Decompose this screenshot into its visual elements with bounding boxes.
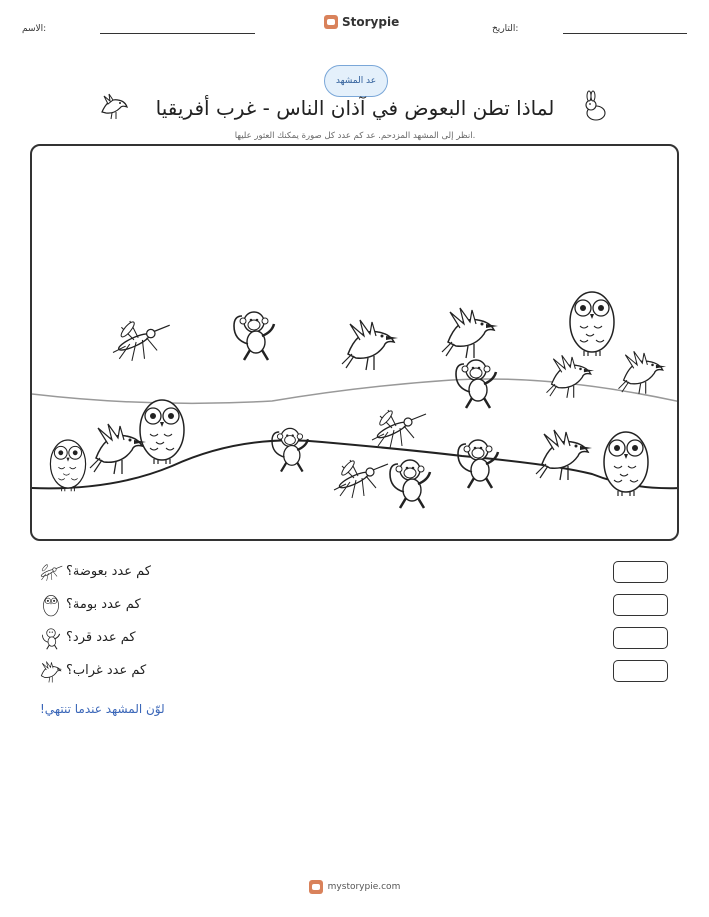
- worksheet-title: لماذا تطن البعوض في آذان الناس - غرب أفريقيا: [155, 96, 555, 120]
- answer-box-monkey[interactable]: [613, 627, 668, 649]
- brand-logo: [324, 15, 399, 29]
- monkey-2: [456, 360, 496, 408]
- scene-illustration: [32, 146, 679, 541]
- mosquito-2: [372, 409, 426, 448]
- date-line[interactable]: [563, 33, 687, 34]
- question-text: كم عدد قرد؟: [66, 630, 136, 645]
- crow-4: [619, 351, 667, 394]
- crow-3: [547, 355, 595, 398]
- owl-icon: [38, 594, 64, 618]
- instructions: انظر إلى المشهد المزدحم. عد كم عدد كل صورة يمكنك العثور عليها.: [234, 131, 476, 141]
- name-line[interactable]: [100, 33, 255, 34]
- mosquito-1: [113, 320, 170, 361]
- owl-1: [570, 292, 614, 356]
- answer-box-mosquito[interactable]: [613, 561, 668, 583]
- crow-2: [442, 308, 498, 358]
- question-owl: [38, 594, 678, 620]
- brand-name: Storypie: [342, 15, 400, 29]
- monkey-5: [458, 440, 498, 488]
- monkey-3: [272, 428, 308, 471]
- storypie-logo-icon: [324, 15, 338, 29]
- crow-5: [90, 424, 146, 474]
- question-mosquito: [38, 561, 678, 587]
- footer-site[interactable]: mystorypie.com: [327, 882, 401, 892]
- answer-box-crow[interactable]: [613, 660, 668, 682]
- date-label: التاريخ:: [492, 24, 519, 34]
- footer: [0, 880, 709, 894]
- storypie-footer-icon: [309, 880, 323, 894]
- question-text: كم عدد بعوضة؟: [66, 564, 151, 579]
- mosquito-3: [334, 459, 388, 498]
- mosquito-icon: [38, 561, 64, 585]
- question-text: كم عدد بومة؟: [66, 597, 141, 612]
- coloring-note: لوّن المشهد عندما تنتهي!: [40, 702, 165, 716]
- crow-title-icon: [98, 90, 130, 122]
- answer-box-owl[interactable]: [613, 594, 668, 616]
- crow-1: [342, 320, 398, 370]
- activity-badge: عد المشهد: [324, 65, 388, 97]
- background-hill-line: [32, 379, 679, 403]
- monkey-4: [390, 460, 430, 508]
- question-text: كم عدد غراب؟: [66, 663, 147, 678]
- owl-2: [140, 400, 184, 464]
- question-crow: [38, 660, 678, 686]
- monkey-icon: [38, 627, 64, 651]
- monkey-1: [234, 312, 274, 360]
- name-label: الاسم:: [22, 24, 47, 34]
- rabbit-title-icon: [580, 90, 610, 122]
- owl-3: [50, 440, 85, 491]
- counting-scene: [30, 144, 679, 541]
- question-monkey: [38, 627, 678, 653]
- crow-icon: [38, 660, 64, 684]
